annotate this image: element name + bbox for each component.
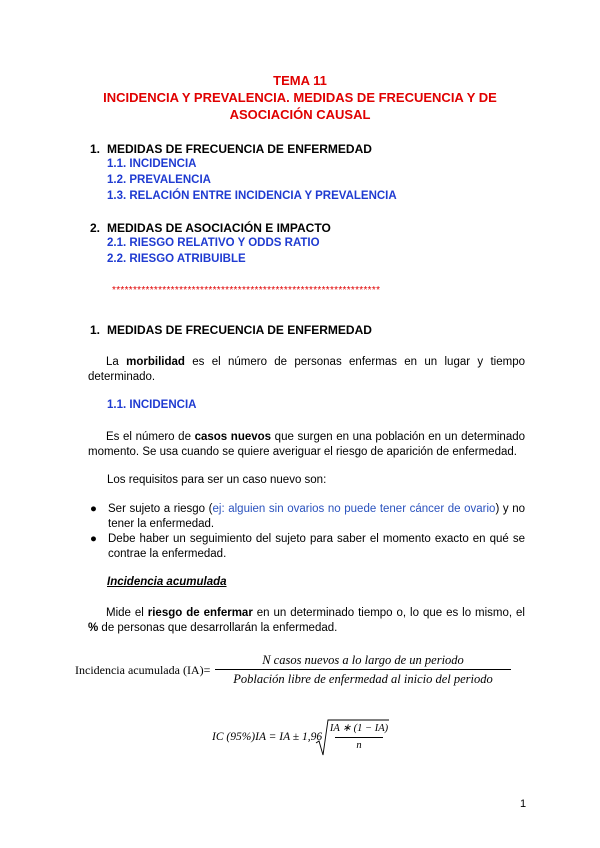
- toc-item-incidencia: 1.1. INCIDENCIA: [107, 158, 197, 170]
- toc-item-relacion: 1.3. RELACIÓN ENTRE INCIDENCIA Y PREVALENCIA: [107, 190, 397, 202]
- bullet-dot: ●: [90, 533, 97, 545]
- formula-ia-numerator: N casos nuevos a lo largo de un periodo: [262, 653, 464, 667]
- formula-ic-lhs: IC (95%)IA = IA ± 1,96: [212, 731, 323, 743]
- subsection-incidencia-heading: 1.1. INCIDENCIA: [107, 399, 197, 411]
- tema-number: TEMA 11: [273, 73, 327, 88]
- fraction-bar: [215, 669, 511, 670]
- toc-item-riesgo-atribuible: 2.2. RIESGO ATRIBUIBLE: [107, 253, 246, 265]
- page-number: 1: [520, 798, 527, 810]
- morbilidad-paragraph: La morbilidad es el número de personas enfermas en un lugar y tiempo determinado.: [88, 356, 525, 383]
- incidencia-definition: Es el número de casos nuevos que surgen en una población en un determinado momento. Se usa cuando se quiere averiguar el riesgo de aparición de enfermedad.: [88, 431, 526, 458]
- section1-number: 1.: [90, 323, 101, 337]
- square-root: [315, 717, 390, 757]
- incidencia-acumulada-definition: Mide el riesgo de enfermar en un determinado tiempo o, lo que es lo mismo, el % de personas que desarrollarán la enfermedad.: [88, 607, 525, 634]
- example-text: ej: alguien sin ovarios no puede tener cáncer de ovario: [212, 503, 496, 515]
- incidencia-acumulada-heading: Incidencia acumulada: [107, 576, 227, 588]
- formula-ic-denominator: n: [356, 740, 362, 751]
- formula-ia-lhs: Incidencia acumulada (IA)=: [75, 663, 211, 677]
- formula-ic-numerator: IA ∗ (1 − IA): [329, 723, 389, 734]
- document-title-line1: INCIDENCIA Y PREVALENCIA. MEDIDAS DE FRECUENCIA Y DE: [103, 90, 497, 105]
- document-title-line2: ASOCIACIÓN CAUSAL: [229, 107, 371, 122]
- toc-section1-label: MEDIDAS DE FRECUENCIA DE ENFERMEDAD: [107, 142, 372, 156]
- formula-ia-fraction: [215, 652, 511, 687]
- fraction-bar: [335, 737, 383, 738]
- toc-section1-number: 1.: [90, 142, 101, 156]
- morbilidad-term: morbilidad: [126, 356, 185, 368]
- requisitos-intro: Los requisitos para ser un caso nuevo son:: [107, 474, 327, 486]
- toc-item-prevalencia: 1.2. PREVALENCIA: [107, 174, 211, 186]
- bullet-item-1: ● Ser sujeto a riesgo (ej: alguien sin ovarios no puede tener cáncer de ovario) y no tener la enfermedad.: [90, 503, 525, 530]
- formula-ia-denominator: Población libre de enfermedad al inicio del periodo: [233, 672, 493, 686]
- toc-section2-label: MEDIDAS DE ASOCIACIÓN E IMPACTO: [107, 221, 331, 235]
- section1-heading: MEDIDAS DE FRECUENCIA DE ENFERMEDAD: [107, 323, 372, 337]
- casos-nuevos-term: casos nuevos: [194, 431, 272, 443]
- toc-section2-number: 2.: [90, 221, 101, 235]
- bullet-item-2: ● Debe haber un seguimiento del sujeto para saber el momento exacto en qué se contrae la enfermedad.: [90, 533, 525, 560]
- bullet-dot: ●: [90, 503, 97, 515]
- toc-item-riesgo-relativo: 2.1. RIESGO RELATIVO Y ODDS RATIO: [107, 237, 320, 249]
- separator-stars: ****************************************************************: [112, 285, 381, 296]
